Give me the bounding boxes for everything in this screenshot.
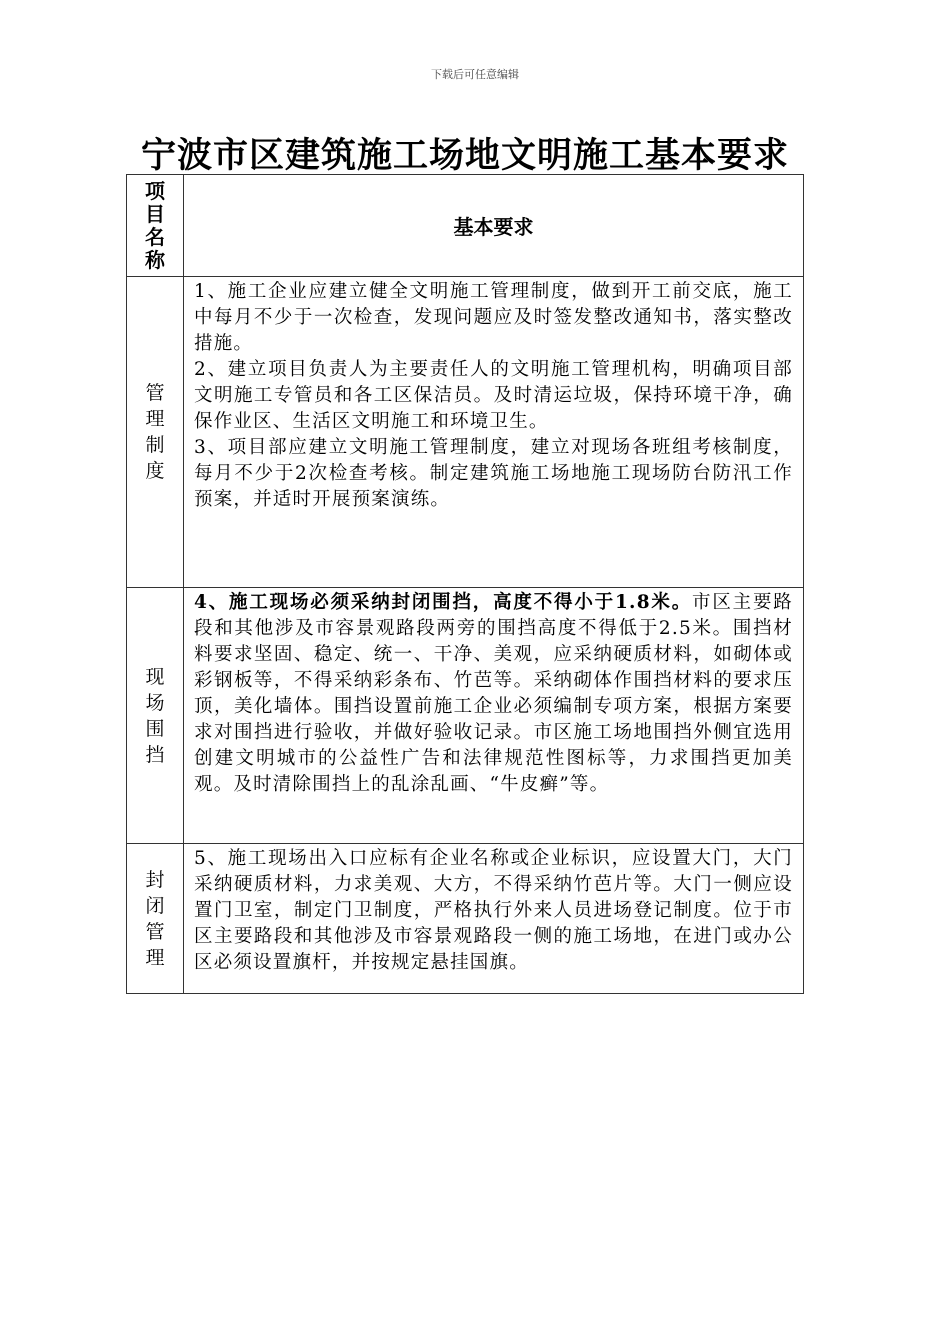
table-header-row [127, 175, 804, 277]
category-label: 管理制度 [145, 382, 165, 482]
table-row [127, 588, 804, 844]
category-label: 现场围挡 [145, 665, 165, 766]
requirement-cell [184, 277, 804, 588]
requirement-paragraph: 1、施工企业应建立健全文明施工管理制度，做到开工前交底，施工中每月不少于一次检查，发现问题应及时签发整改通知书，落实整改措施。 [194, 281, 793, 354]
requirement-paragraph: 5、施工现场出入口应标有企业名称或企业标识，应设置大门，大门采纳硬质材料，力求美观、大方，不得采纳竹芭片等。大门一侧应设置门卫室，制定门卫制度，严格执行外来人员进场登记制度。位于市区主要路段和其他涉及市容景观路段一侧的施工场地，在进门或办公区必须设置旗杆，并按规定悬挂国旗。 [194, 848, 793, 973]
requirement-paragraph [194, 590, 793, 798]
column-header-requirements: 基本要求 [184, 175, 804, 277]
requirement-text: 市区主要路段和其他涉及市容景观路段两旁的围挡高度不得低于2.5米。围挡材料要求坚固、稳定、统一、干净、美观，应采纳硬质材料，如砌体或彩钢板等，不得采纳彩条布、竹芭等。采纳砌体作围挡材料的要求压顶，美化墙体。围挡设置前施工企业必须编制专项方案，根据方案要求对围挡进行验收，并做好验收记录。市区施工场地围挡外侧宜选用创建文明城市的公益性广告和法律规范性图标等，力求围挡更加美观。及时清除围挡上的乱涂乱画、“牛皮癣”等。 [194, 592, 793, 795]
requirements-table [126, 174, 804, 994]
requirement-paragraph: 3、项目部应建立文明施工管理制度，建立对现场各班组考核制度，每月不少于2次检查考核。制定建筑施工场地施工现场防台防汛工作预案，并适时开展预案演练。 [194, 437, 793, 510]
category-label: 封闭管理 [145, 868, 165, 969]
column-header-item-name-label: 项目名称 [145, 178, 165, 272]
category-cell [127, 844, 184, 994]
requirement-cell [184, 844, 804, 994]
table-row [127, 844, 804, 994]
table-row [127, 277, 804, 588]
requirement-bold-lead: 4、施工现场必须采纳封闭围挡，高度不得小于1.8米。 [194, 592, 693, 613]
category-cell [127, 277, 184, 588]
header-note: 下载后可任意编辑 [431, 68, 519, 81]
document-title: 宁波市区建筑施工场地文明施工基本要求 [140, 135, 789, 176]
requirement-paragraph: 2、建立项目负责人为主要责任人的文明施工管理机构，明确项目部文明施工专管员和各工区保洁员。及时清运垃圾，保持环境干净，确保作业区、生活区文明施工和环境卫生。 [194, 359, 793, 432]
column-header-item-name [127, 175, 184, 277]
category-cell [127, 588, 184, 844]
requirement-cell [184, 588, 804, 844]
